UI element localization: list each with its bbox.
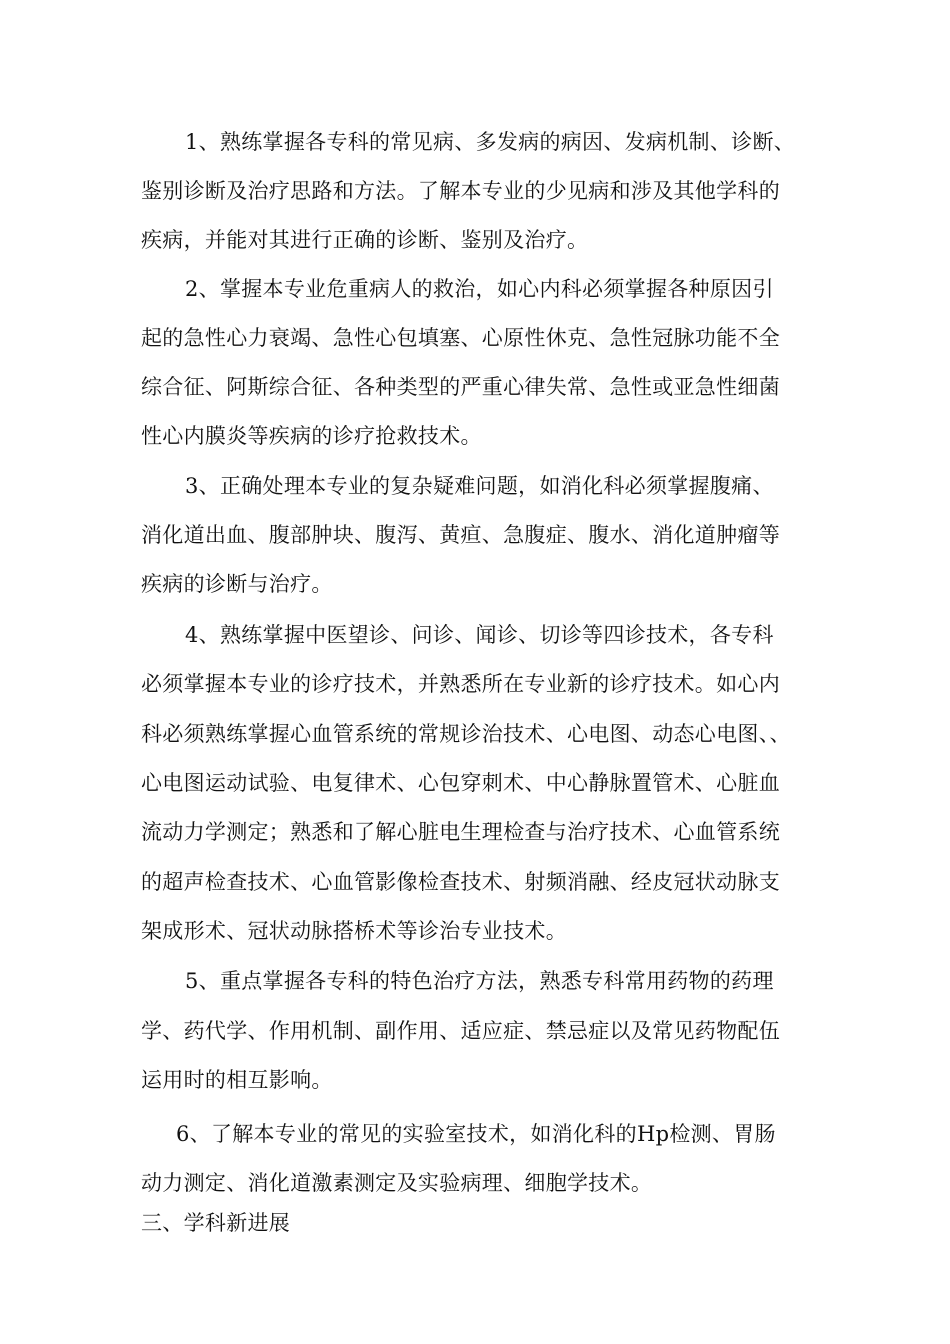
paragraph-line: 3、正确处理本专业的复杂疑难问题，如消化科必须掌握腹痛、 <box>185 474 774 498</box>
paragraph-line: 科必须熟练掌握心血管系统的常规诊治技术、心电图、动态心电图、、 <box>141 722 791 746</box>
paragraph-line: 疾病的诊断与治疗。 <box>141 572 333 596</box>
paragraph-line: 心电图运动试验、电复律术、心包穿刺术、中心静脉置管术、心脏血 <box>141 771 780 795</box>
paragraph-line: 必须掌握本专业的诊疗技术，并熟悉所在专业新的诊疗技术。如心内 <box>141 672 780 696</box>
paragraph-line: 架成形术、冠状动脉搭桥术等诊治专业技术。 <box>141 919 567 943</box>
paragraph-line: 5、重点掌握各专科的特色治疗方法，熟悉专科常用药物的药理 <box>185 969 774 993</box>
paragraph-line: 鉴别诊断及治疗思路和方法。了解本专业的少见病和涉及其他学科的 <box>141 179 780 203</box>
paragraph-line: 疾病，并能对其进行正确的诊断、鉴别及治疗。 <box>141 228 589 252</box>
paragraph-line: 性心内膜炎等疾病的诊疗抢救技术。 <box>141 424 482 448</box>
paragraph-line: 6、了解本专业的常见的实验室技术，如消化科的Hp检测、胃肠 <box>176 1122 776 1146</box>
paragraph-line: 综合征、阿斯综合征、各种类型的严重心律失常、急性或亚急性细菌 <box>141 375 780 399</box>
paragraph-line: 2、掌握本专业危重病人的救治，如心内科必须掌握各种原因引 <box>185 277 774 301</box>
paragraph-line: 消化道出血、腹部肿块、腹泻、黄疸、急腹症、腹水、消化道肿瘤等 <box>141 523 780 547</box>
paragraph-line: 运用时的相互影响。 <box>141 1068 333 1092</box>
paragraph-line: 流动力学测定；熟悉和了解心脏电生理检查与治疗技术、心血管系统 <box>141 820 780 844</box>
paragraph-line: 1、熟练掌握各专科的常见病、多发病的病因、发病机制、诊断、 <box>185 130 796 154</box>
paragraph-line: 的超声检查技术、心血管影像检查技术、射频消融、经皮冠状动脉支 <box>141 870 780 894</box>
section-heading: 三、学科新进展 <box>141 1211 291 1235</box>
paragraph-line: 动力测定、消化道激素测定及实验病理、细胞学技术。 <box>141 1171 653 1195</box>
paragraph-line: 起的急性心力衰竭、急性心包填塞、心原性休克、急性冠脉功能不全 <box>141 326 780 350</box>
paragraph-line: 学、药代学、作用机制、副作用、适应症、禁忌症以及常见药物配伍 <box>141 1019 780 1043</box>
paragraph-line: 4、熟练掌握中医望诊、问诊、闻诊、切诊等四诊技术，各专科 <box>185 623 774 647</box>
